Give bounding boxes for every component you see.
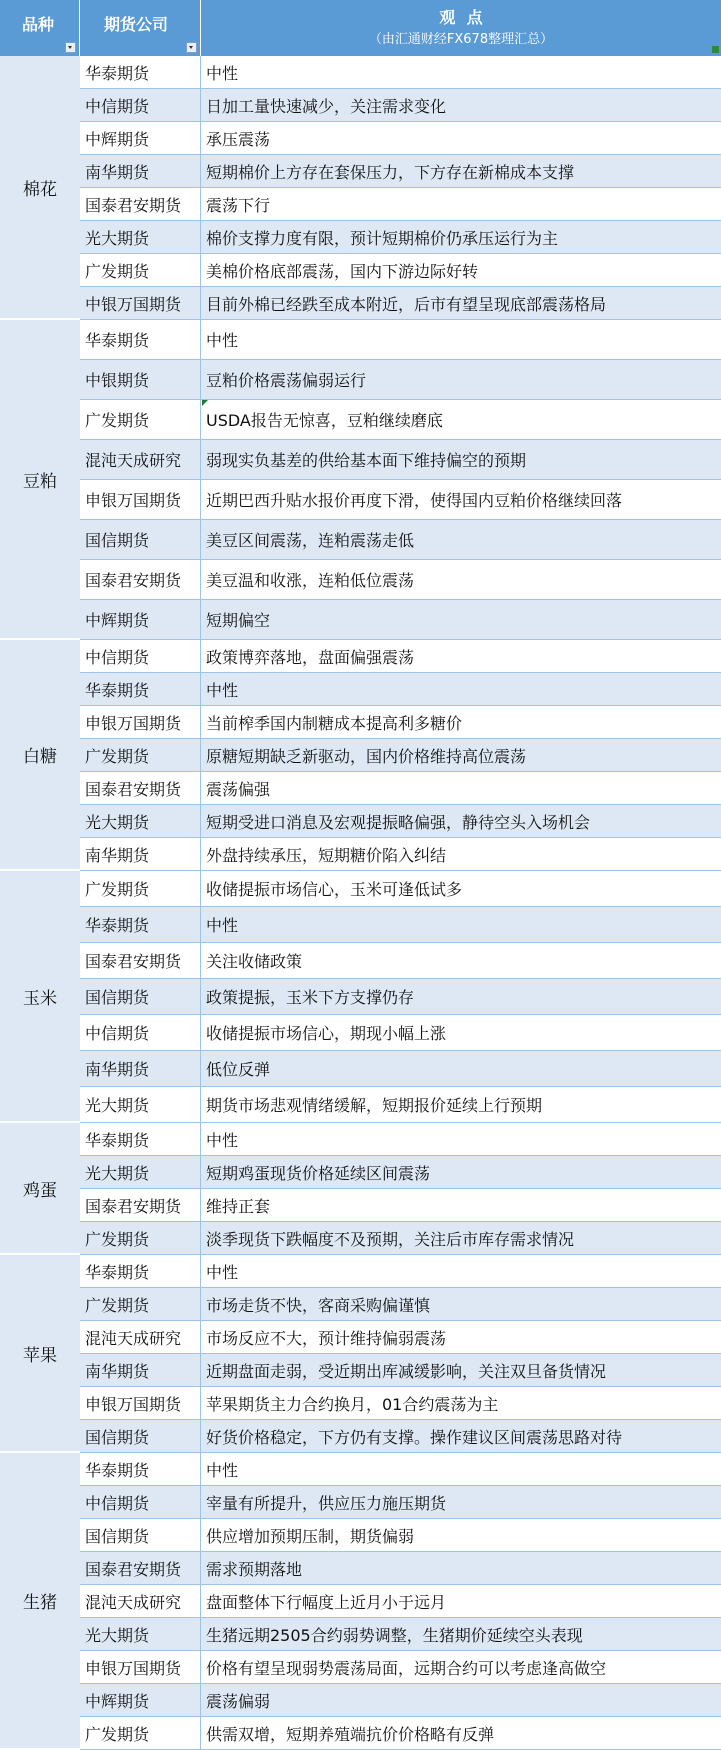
view-cell[interactable]: 短期鸡蛋现货价格延续区间震荡	[206, 1163, 431, 1183]
view-cell[interactable]: 供应增加预期压制，期货偏弱	[206, 1526, 415, 1546]
table-row	[80, 1123, 721, 1156]
table-row	[80, 1087, 721, 1123]
table-row	[80, 1519, 721, 1552]
view-cell[interactable]: 棉价支撑力度有限，预计短期棉价仍承压运行为主	[206, 228, 559, 248]
view-cell[interactable]: 震荡偏弱	[206, 1691, 271, 1711]
table-row	[80, 188, 721, 221]
table-row	[80, 1552, 721, 1585]
table-row	[80, 871, 721, 907]
company-cell[interactable]: 华泰期货	[80, 1453, 201, 1485]
company-cell[interactable]: 南华期货	[80, 155, 201, 187]
view-cell[interactable]: 市场反应不大，预计维持偏弱震荡	[206, 1328, 447, 1348]
view-cell[interactable]: 中性	[206, 63, 239, 83]
view-cell[interactable]: 当前榨季国内制糖成本提高利多糖价	[206, 713, 463, 733]
view-cell[interactable]: 收储提振市场信心，玉米可逢低试多	[206, 880, 463, 899]
company-cell[interactable]: 光大期货	[80, 805, 201, 837]
table-row	[80, 1189, 721, 1222]
company-cell[interactable]: 光大期货	[80, 221, 201, 253]
variety-cell[interactable]: 豆粕	[0, 320, 80, 640]
company-cell[interactable]: 国信期货	[80, 520, 201, 559]
company-cell[interactable]: 中辉期货	[80, 600, 201, 639]
company-cell[interactable]: 国泰君安期货	[80, 1189, 201, 1221]
view-cell[interactable]: 震荡偏强	[206, 779, 271, 799]
view-cell[interactable]: 好货价格稳定，下方仍有支撑。操作建议区间震荡思路对待	[206, 1427, 623, 1447]
company-cell[interactable]: 广发期货	[80, 871, 201, 906]
view-cell[interactable]: 宰量有所提升，供应压力施压期货	[206, 1493, 447, 1513]
view-cell[interactable]: 中性	[206, 1130, 239, 1150]
company-cell[interactable]: 国泰君安期货	[80, 772, 201, 804]
view-cell[interactable]: 市场走货不快，客商采购偏谨慎	[206, 1295, 431, 1315]
company-cell[interactable]: 国泰君安期货	[80, 188, 201, 220]
view-cell[interactable]: 目前外棉已经跌至成本附近，后市有望呈现底部震荡格局	[206, 294, 607, 314]
table-row	[80, 1015, 721, 1051]
company-cell[interactable]: 南华期货	[80, 1354, 201, 1386]
header-variety[interactable]	[0, 0, 80, 56]
company-cell[interactable]: 申银万国期货	[80, 1651, 201, 1683]
company-cell[interactable]: 华泰期货	[80, 320, 201, 359]
table-row	[80, 155, 721, 188]
table-row	[80, 838, 721, 871]
view-cell[interactable]: 中性	[206, 916, 239, 935]
table-row	[80, 1354, 721, 1387]
view-cell[interactable]: 中性	[206, 1460, 239, 1480]
company-cell[interactable]: 混沌天成研究	[80, 1585, 201, 1617]
variety-cell[interactable]: 生猪	[0, 1453, 80, 1750]
company-cell[interactable]: 广发期货	[80, 1288, 201, 1320]
view-cell[interactable]: 承压震荡	[206, 129, 271, 149]
company-cell[interactable]: 国信期货	[80, 1519, 201, 1551]
header-variety-label: 品种	[22, 15, 55, 34]
view-cell[interactable]: 中性	[206, 680, 239, 700]
company-cell[interactable]: 光大期货	[80, 1087, 201, 1122]
table-row	[80, 320, 721, 360]
table-row	[80, 772, 721, 805]
view-cell[interactable]: 供需双增，短期养殖端抗价价格略有反弹	[206, 1724, 495, 1744]
company-cell[interactable]: 中辉期货	[80, 122, 201, 154]
error-indicator-icon	[202, 400, 208, 406]
variety-cell[interactable]: 玉米	[0, 871, 80, 1123]
view-cell[interactable]: 关注收储政策	[206, 952, 303, 971]
view-cell[interactable]: 盘面整体下行幅度上近月小于远月	[206, 1592, 447, 1612]
company-cell[interactable]: 中辉期货	[80, 1684, 201, 1716]
company-cell[interactable]: 国信期货	[80, 1420, 201, 1452]
view-cell[interactable]: 生猪远期2505合约弱势调整，生猪期价延续空头表现	[206, 1625, 583, 1645]
company-cell[interactable]: 中信期货	[80, 1486, 201, 1518]
company-cell[interactable]: 申银万国期货	[80, 706, 201, 738]
company-cell[interactable]: 国信期货	[80, 979, 201, 1014]
table-row	[80, 56, 721, 89]
table-row	[80, 254, 721, 287]
company-cell[interactable]: 中信期货	[80, 1015, 201, 1050]
header-view-subtitle: （由汇通财经FX678整理汇总）	[368, 32, 554, 47]
filter-dropdown-icon[interactable]	[65, 42, 76, 53]
view-cell[interactable]: 近期盘面走弱，受近期出库减缓影响，关注双旦备货情况	[206, 1361, 607, 1381]
company-cell[interactable]: 混沌天成研究	[80, 440, 201, 479]
table-row	[80, 560, 721, 600]
view-cell[interactable]: 震荡下行	[206, 195, 271, 215]
table-row	[80, 1255, 721, 1288]
view-cell[interactable]: 外盘持续承压，短期糖价陷入纠结	[206, 845, 447, 865]
view-cell[interactable]: 苹果期货主力合约换月，01合约震荡为主	[206, 1394, 499, 1414]
filter-dropdown-icon[interactable]	[186, 42, 197, 53]
variety-cell[interactable]: 鸡蛋	[0, 1123, 80, 1255]
view-cell[interactable]: 短期受进口消息及宏观提振略偏强，静待空头入场机会	[206, 812, 591, 832]
table-row	[80, 673, 721, 706]
view-cell[interactable]: 短期棉价上方存在套保压力，下方存在新棉成本支撑	[206, 162, 575, 182]
table-row	[80, 1453, 721, 1486]
view-cell[interactable]: 美棉价格底部震荡，国内下游边际好转	[206, 261, 479, 281]
company-cell[interactable]: 中信期货	[80, 89, 201, 121]
company-cell[interactable]: 中银万国期货	[80, 287, 201, 319]
note-marker-icon	[712, 46, 719, 53]
table-row	[80, 1486, 721, 1519]
view-cell[interactable]: 美豆温和收涨，连粕低位震荡	[206, 571, 415, 590]
view-cell[interactable]: 日加工量快速减少，关注需求变化	[206, 96, 447, 116]
table-row	[80, 480, 721, 520]
table-row	[80, 600, 721, 640]
table-row	[80, 1288, 721, 1321]
company-cell[interactable]: 中银期货	[80, 360, 201, 399]
table-row	[80, 739, 721, 772]
header-company-label: 期货公司	[104, 15, 169, 34]
company-cell[interactable]: 华泰期货	[80, 907, 201, 942]
variety-cell[interactable]: 白糖	[0, 640, 80, 871]
company-cell[interactable]: 广发期货	[80, 739, 201, 771]
company-cell[interactable]: 广发期货	[80, 1717, 201, 1749]
view-cell[interactable]: 中性	[206, 1262, 239, 1282]
company-cell[interactable]: 中信期货	[80, 640, 201, 672]
table-row	[80, 805, 721, 838]
table-row	[80, 1717, 721, 1750]
table-row	[80, 440, 721, 480]
table-row	[80, 1051, 721, 1087]
table-row	[80, 287, 721, 320]
company-cell[interactable]: 华泰期货	[80, 673, 201, 705]
company-cell[interactable]: 广发期货	[80, 1222, 201, 1254]
table-row	[80, 1651, 721, 1684]
company-cell[interactable]: 南华期货	[80, 1051, 201, 1086]
view-cell[interactable]: 近期巴西升贴水报价再度下滑，使得国内豆粕价格继续回落	[206, 491, 623, 510]
table-row	[80, 1618, 721, 1651]
view-cell[interactable]: 中性	[206, 331, 239, 350]
table-row	[80, 979, 721, 1015]
view-cell[interactable]: 政策提振，玉米下方支撑仍存	[206, 988, 415, 1007]
table-row	[80, 943, 721, 979]
table-row	[80, 1222, 721, 1255]
table-row	[80, 1420, 721, 1453]
variety-cell[interactable]: 棉花	[0, 56, 80, 320]
company-cell[interactable]: 华泰期货	[80, 1123, 201, 1155]
table-row	[80, 360, 721, 400]
table-row	[80, 400, 721, 440]
view-cell[interactable]: 期货市场悲观情绪缓解，短期报价延续上行预期	[206, 1096, 543, 1115]
company-cell[interactable]: 混沌天成研究	[80, 1321, 201, 1353]
view-cell[interactable]: 需求预期落地	[206, 1559, 303, 1579]
table-row	[80, 1387, 721, 1420]
company-cell[interactable]: 南华期货	[80, 838, 201, 870]
company-cell[interactable]: 广发期货	[80, 400, 201, 439]
view-cell[interactable]: 原糖短期缺乏新驱动，国内价格维持高位震荡	[206, 746, 527, 766]
table-row	[80, 907, 721, 943]
company-cell[interactable]: 光大期货	[80, 1618, 201, 1650]
company-cell[interactable]: 广发期货	[80, 254, 201, 286]
view-cell[interactable]: 豆粕价格震荡偏弱运行	[206, 371, 367, 390]
table-row	[80, 89, 721, 122]
table-row	[80, 1321, 721, 1354]
header-view[interactable]	[201, 0, 721, 56]
table-row	[80, 1156, 721, 1189]
company-cell[interactable]: 国泰君安期货	[80, 560, 201, 599]
company-cell[interactable]: 国泰君安期货	[80, 943, 201, 978]
view-cell[interactable]: 价格有望呈现弱势震荡局面，远期合约可以考虑逢高做空	[206, 1658, 607, 1678]
view-cell[interactable]: 弱现实负基差的供给基本面下维持偏空的预期	[206, 451, 527, 470]
view-cell[interactable]: 淡季现货下跌幅度不及预期，关注后市库存需求情况	[206, 1229, 575, 1249]
table-row	[80, 640, 721, 673]
view-cell[interactable]: 维持正套	[206, 1196, 271, 1216]
company-cell[interactable]: 华泰期货	[80, 56, 201, 88]
company-cell[interactable]: 国泰君安期货	[80, 1552, 201, 1584]
view-cell[interactable]: 低位反弹	[206, 1060, 271, 1079]
company-cell[interactable]: 申银万国期货	[80, 1387, 201, 1419]
table-row	[80, 122, 721, 155]
table-row	[80, 221, 721, 254]
view-cell[interactable]: 美豆区间震荡，连粕震荡走低	[206, 531, 415, 550]
table-row	[80, 706, 721, 739]
view-cell[interactable]: 收储提振市场信心，期现小幅上涨	[206, 1024, 447, 1043]
view-cell[interactable]: USDA报告无惊喜，豆粕继续磨底	[206, 411, 443, 430]
variety-cell[interactable]: 苹果	[0, 1255, 80, 1453]
company-cell[interactable]: 华泰期货	[80, 1255, 201, 1287]
table-row	[80, 1585, 721, 1618]
company-cell[interactable]: 光大期货	[80, 1156, 201, 1188]
table-row	[80, 520, 721, 560]
view-cell[interactable]: 政策博弈落地，盘面偏强震荡	[206, 647, 415, 667]
table-row	[80, 1684, 721, 1717]
company-cell[interactable]: 申银万国期货	[80, 480, 201, 519]
header-company[interactable]	[80, 0, 201, 56]
view-cell[interactable]: 短期偏空	[206, 611, 271, 630]
header-view-title: 观 点	[439, 8, 483, 27]
